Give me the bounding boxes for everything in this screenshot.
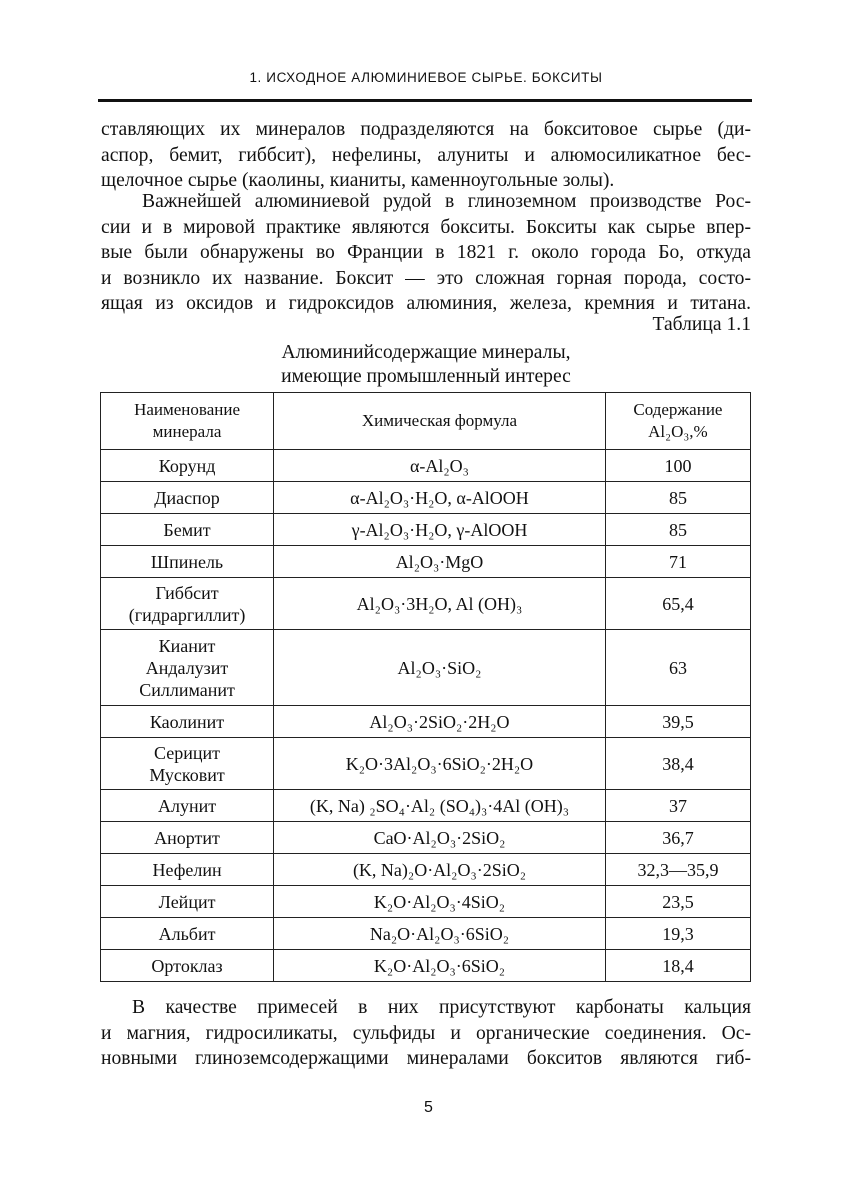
content-cell: 38,4 <box>605 738 750 790</box>
header-rule <box>98 99 752 102</box>
table-row <box>101 706 751 738</box>
mineral-name-cell <box>101 514 274 546</box>
formula-cell: (K, Na)₂O·Al₂O₃·2SiO₂ <box>274 854 606 886</box>
mineral-name: Корунд <box>158 455 216 476</box>
paragraph-2 <box>101 189 751 317</box>
mineral-name-cell <box>101 578 274 630</box>
table-row <box>101 450 751 482</box>
table-row <box>101 630 751 706</box>
table-number: Таблица 1.1 <box>652 314 751 335</box>
header-mineral-name <box>101 393 274 450</box>
table-row <box>101 546 751 578</box>
formula-cell: α-Al₂O₃ <box>274 450 606 482</box>
mineral-name-cell <box>101 854 274 886</box>
formula-cell: Al₂O₃·SiO₂ <box>274 630 606 706</box>
text-line: ставляющих их минералов подразделяются на бокситовое сырье (ди- <box>101 119 751 140</box>
mineral-name: Серицит <box>154 742 221 763</box>
content-cell: 37 <box>605 790 750 822</box>
table-row <box>101 854 751 886</box>
table-row <box>101 514 751 546</box>
table-title-line: имеющие промышленный интерес <box>281 366 571 387</box>
text-line: щелочное сырье (каолины, кианиты, каменноугольные золы). <box>101 170 615 192</box>
content-cell: 65,4 <box>605 578 750 630</box>
minerals-table <box>100 392 751 982</box>
mineral-name-cell <box>101 482 274 514</box>
content-cell: 36,7 <box>605 822 750 854</box>
table-row <box>101 790 751 822</box>
content-cell: 39,5 <box>605 706 750 738</box>
text-line: новными глиноземсодержащими минералами бокситов являются гиб- <box>101 1048 751 1070</box>
mineral-name: Нефелин <box>152 859 222 880</box>
mineral-name: Кианит <box>158 635 216 656</box>
mineral-name-cell <box>101 950 274 982</box>
text-line: вые были обнаружены во Франции в 1821 г. около города Бо, откуда <box>101 242 751 264</box>
formula-cell: CaO·Al₂O₃·2SiO₂ <box>274 822 606 854</box>
formula-cell: Na₂O·Al₂O₃·6SiO₂ <box>274 918 606 950</box>
content-cell: 85 <box>605 514 750 546</box>
content-cell: 71 <box>605 546 750 578</box>
mineral-name-cell <box>101 822 274 854</box>
formula-cell: γ-Al₂O₃·H₂O, γ-AlOOH <box>274 514 606 546</box>
mineral-name-cell <box>101 886 274 918</box>
table-row <box>101 822 751 854</box>
mineral-name-cell <box>101 918 274 950</box>
mineral-name-cell <box>101 738 274 790</box>
mineral-name: Мусковит <box>149 764 225 785</box>
mineral-name: Альбит <box>158 923 216 944</box>
formula-cell: K₂O·Al₂O₃·4SiO₂ <box>274 886 606 918</box>
table-title-line: Алюминийсодержащие минералы, <box>281 342 571 363</box>
mineral-name: Ортоклаз <box>151 955 223 976</box>
mineral-name-cell <box>101 546 274 578</box>
page-number: 5 <box>424 1099 433 1116</box>
paragraph-3 <box>101 995 751 1072</box>
formula-cell: (K, Na) ₂SO₄·Al₂ (SO₄)₃·4Al (OH)₃ <box>274 790 606 822</box>
formula-cell: α-Al₂O₃·H₂O, α-AlOOH <box>274 482 606 514</box>
table-row <box>101 950 751 982</box>
mineral-name: Каолинит <box>149 711 225 732</box>
header-content <box>605 393 750 450</box>
mineral-name: Андалузит <box>145 657 229 678</box>
table-body <box>101 450 751 982</box>
formula-cell: K₂O·3Al₂O₃·6SiO₂·2H₂O <box>274 738 606 790</box>
table-row <box>101 482 751 514</box>
content-cell: 23,5 <box>605 886 750 918</box>
paragraph-1 <box>101 117 751 194</box>
mineral-name: Гиббсит <box>155 582 219 603</box>
mineral-name: Шпинель <box>150 551 224 572</box>
header-text: Наименование <box>134 400 240 419</box>
formula-cell: Al₂O₃·MgO <box>274 546 606 578</box>
content-cell: 32,3—35,9 <box>605 854 750 886</box>
content-cell: 18,4 <box>605 950 750 982</box>
table-row <box>101 578 751 630</box>
mineral-name: Лейцит <box>158 891 216 912</box>
table-row <box>101 738 751 790</box>
mineral-name-cell <box>101 450 274 482</box>
formula-cell: K₂O·Al₂O₃·6SiO₂ <box>274 950 606 982</box>
minerals-table-container <box>100 392 751 982</box>
mineral-name-cell <box>101 706 274 738</box>
content-cell: 85 <box>605 482 750 514</box>
mineral-name: (гидраргиллит) <box>128 604 246 625</box>
mineral-name: Диаспор <box>154 487 220 508</box>
mineral-name: Бемит <box>163 519 211 540</box>
mineral-name-cell <box>101 790 274 822</box>
text-line: и магния, гидросиликаты, сульфиды и органические соединения. Ос- <box>101 1022 751 1044</box>
table-row <box>101 918 751 950</box>
header-text: Al₂O₃,% <box>648 422 708 441</box>
content-cell: 100 <box>605 450 750 482</box>
table-title <box>101 341 751 389</box>
mineral-name: Силлиманит <box>139 679 235 700</box>
header-text: Содержание <box>633 400 723 419</box>
formula-cell: Al₂O₃·2SiO₂·2H₂O <box>274 706 606 738</box>
formula-cell: Al₂O₃·3H₂O, Al (OH)₃ <box>274 578 606 630</box>
text-line: аспор, бемит, гиббсит), нефелины, алуниты и алюмосиликатное бес- <box>101 144 751 166</box>
text-line: сии и в мировой практике являются бокситы. Бокситы как сырье впер- <box>101 216 751 238</box>
running-header: 1. ИСХОДНОЕ АЛЮМИНИЕВОЕ СЫРЬЕ. БОКСИТЫ <box>249 70 603 85</box>
table-header-row <box>101 393 751 450</box>
text-line: В качестве примесей в них присутствуют карбонаты кальция <box>132 997 751 1018</box>
content-cell: 19,3 <box>605 918 750 950</box>
mineral-name: Алунит <box>157 795 217 816</box>
content-cell: 63 <box>605 630 750 706</box>
header-formula: Химическая формула <box>274 393 606 450</box>
mineral-name-cell <box>101 630 274 706</box>
text-line: ящая из оксидов и гидроксидов алюминия, железа, кремния и титана. <box>101 293 751 315</box>
header-text: минерала <box>152 422 222 441</box>
mineral-name: Анортит <box>154 827 220 848</box>
text-line: Важнейшей алюминиевой рудой в глиноземном производстве Рос- <box>142 191 751 212</box>
text-line: и возникло их название. Боксит — это сложная горная порода, состо- <box>101 267 751 289</box>
table-row <box>101 886 751 918</box>
